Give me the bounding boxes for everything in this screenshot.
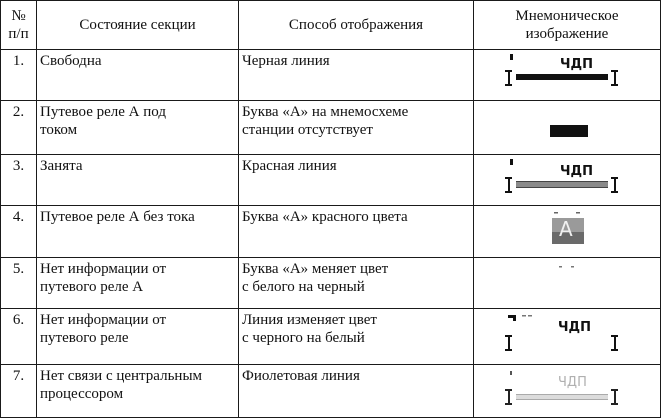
mnemonic-faint-marks-icon [502, 260, 632, 300]
row-image [474, 309, 661, 365]
row-state: Нет информации от путевого реле А [37, 258, 239, 309]
row-method: Красная линия [239, 155, 474, 206]
mnemonic-label: ЧДП [558, 375, 587, 390]
row-state: Свободна [37, 50, 239, 101]
row-state: Путевое реле А без тока [37, 206, 239, 258]
row-number: 6. [1, 309, 37, 365]
row-number: 2. [1, 101, 37, 155]
header-number: № п/п [1, 1, 37, 50]
row-method: Буква «А» красного цвета [239, 206, 474, 258]
row-image [474, 365, 661, 418]
row-state: Занята [37, 155, 239, 206]
mnemonic-letter-a-icon [502, 208, 632, 250]
row-number: 3. [1, 155, 37, 206]
row-method: Черная линия [239, 50, 474, 101]
mnemonic-black-block-icon [502, 103, 632, 143]
mnemonic-grey-line-icon [502, 157, 632, 199]
table-row [1, 365, 661, 418]
row-image [474, 50, 661, 101]
row-state: Путевое реле А под током [37, 101, 239, 155]
row-number: 1. [1, 50, 37, 101]
mnemonic-label: ЧДП [558, 320, 591, 335]
header-state: Состояние секции [37, 1, 239, 50]
mnemonic-white-line-icon [502, 311, 632, 357]
header-image: Мнемоническое изображение [474, 1, 661, 50]
mnemonic-label: ЧДП [560, 57, 593, 72]
table-row [1, 258, 661, 309]
row-number: 5. [1, 258, 37, 309]
table-row [1, 101, 661, 155]
row-image [474, 155, 661, 206]
table-row [1, 309, 661, 365]
row-image [474, 101, 661, 155]
table-row [1, 50, 661, 101]
mnemonic-black-line-icon [502, 52, 632, 92]
mnemonic-faint-line-icon [502, 367, 632, 411]
row-number: 4. [1, 206, 37, 258]
row-state: Нет связи с центральным процессором [37, 365, 239, 418]
header-method: Способ отображения [239, 1, 474, 50]
row-number: 7. [1, 365, 37, 418]
row-method: Буква «А» меняет цвет с белого на черный [239, 258, 474, 309]
row-method: Буква «А» на мнемосхеме станции отсутствует [239, 101, 474, 155]
mnemonic-letter: А [559, 217, 573, 241]
row-method: Линия изменяет цвет с черного на белый [239, 309, 474, 365]
row-image [474, 258, 661, 309]
table-row [1, 155, 661, 206]
row-state: Нет информации от путевого реле [37, 309, 239, 365]
row-image [474, 206, 661, 258]
table-row [1, 206, 661, 258]
header-row [1, 1, 661, 50]
mnemonic-label: ЧДП [560, 164, 593, 179]
row-method: Фиолетовая линия [239, 365, 474, 418]
